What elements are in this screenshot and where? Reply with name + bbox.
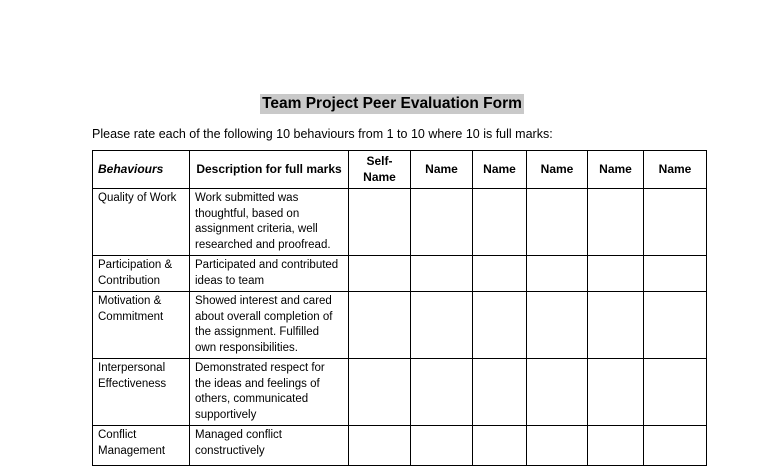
rating-cell[interactable] [527, 256, 588, 292]
rating-cell[interactable] [473, 426, 527, 466]
rating-cell[interactable] [411, 359, 473, 426]
instruction-text: Please rate each of the following 10 behaviours from 1 to 10 where 10 is full marks: [92, 127, 553, 141]
table-row [93, 189, 707, 256]
rating-cell[interactable] [473, 256, 527, 292]
rating-cell[interactable] [527, 189, 588, 256]
rating-cell[interactable] [644, 359, 707, 426]
description-cell: Demonstrated respect for the ideas and feelings of others, communicated supportively [190, 359, 349, 426]
header-name-1: Name [411, 151, 473, 189]
rating-cell[interactable] [588, 189, 644, 256]
table-row [93, 292, 707, 359]
behaviour-cell: Interpersonal Effectiveness [93, 359, 190, 426]
header-name-5: Name [644, 151, 707, 189]
rating-cell[interactable] [349, 426, 411, 466]
rating-cell[interactable] [411, 426, 473, 466]
rating-cell[interactable] [411, 256, 473, 292]
rating-cell[interactable] [588, 426, 644, 466]
rating-cell[interactable] [588, 256, 644, 292]
form-title: Team Project Peer Evaluation Form [262, 95, 522, 112]
header-self-name: Self-Name [349, 151, 411, 189]
table-row [93, 359, 707, 426]
evaluation-table [92, 150, 707, 466]
rating-cell[interactable] [644, 292, 707, 359]
rating-cell[interactable] [473, 292, 527, 359]
description-cell: Showed interest and cared about overall completion of the assignment. Fulfilled own responsibilities. [190, 292, 349, 359]
description-cell: Participated and contributed ideas to team [190, 256, 349, 292]
header-description: Description for full marks [190, 151, 349, 189]
rating-cell[interactable] [644, 256, 707, 292]
rating-cell[interactable] [349, 189, 411, 256]
table-row [93, 256, 707, 292]
rating-cell[interactable] [411, 189, 473, 256]
rating-cell[interactable] [349, 256, 411, 292]
description-cell: Managed conflict constructively [190, 426, 349, 466]
rating-cell[interactable] [527, 426, 588, 466]
rating-cell[interactable] [349, 359, 411, 426]
rating-cell[interactable] [588, 359, 644, 426]
table-row [93, 426, 707, 466]
header-name-2: Name [473, 151, 527, 189]
header-name-4: Name [588, 151, 644, 189]
rating-cell[interactable] [527, 292, 588, 359]
header-row [93, 151, 707, 189]
header-behaviours: Behaviours [93, 151, 190, 189]
title-container [0, 94, 784, 114]
rating-cell[interactable] [411, 292, 473, 359]
behaviour-cell: Conflict Management [93, 426, 190, 466]
rating-cell[interactable] [588, 292, 644, 359]
rating-cell[interactable] [349, 292, 411, 359]
header-name-3: Name [527, 151, 588, 189]
behaviour-cell: Quality of Work [93, 189, 190, 256]
rating-cell[interactable] [644, 426, 707, 466]
rating-cell[interactable] [473, 189, 527, 256]
behaviour-cell: Motivation & Commitment [93, 292, 190, 359]
description-cell: Work submitted was thoughtful, based on assignment criteria, well researched and proofread. [190, 189, 349, 256]
rating-cell[interactable] [644, 189, 707, 256]
rating-cell[interactable] [473, 359, 527, 426]
rating-cell[interactable] [527, 359, 588, 426]
behaviour-cell: Participation & Contribution [93, 256, 190, 292]
